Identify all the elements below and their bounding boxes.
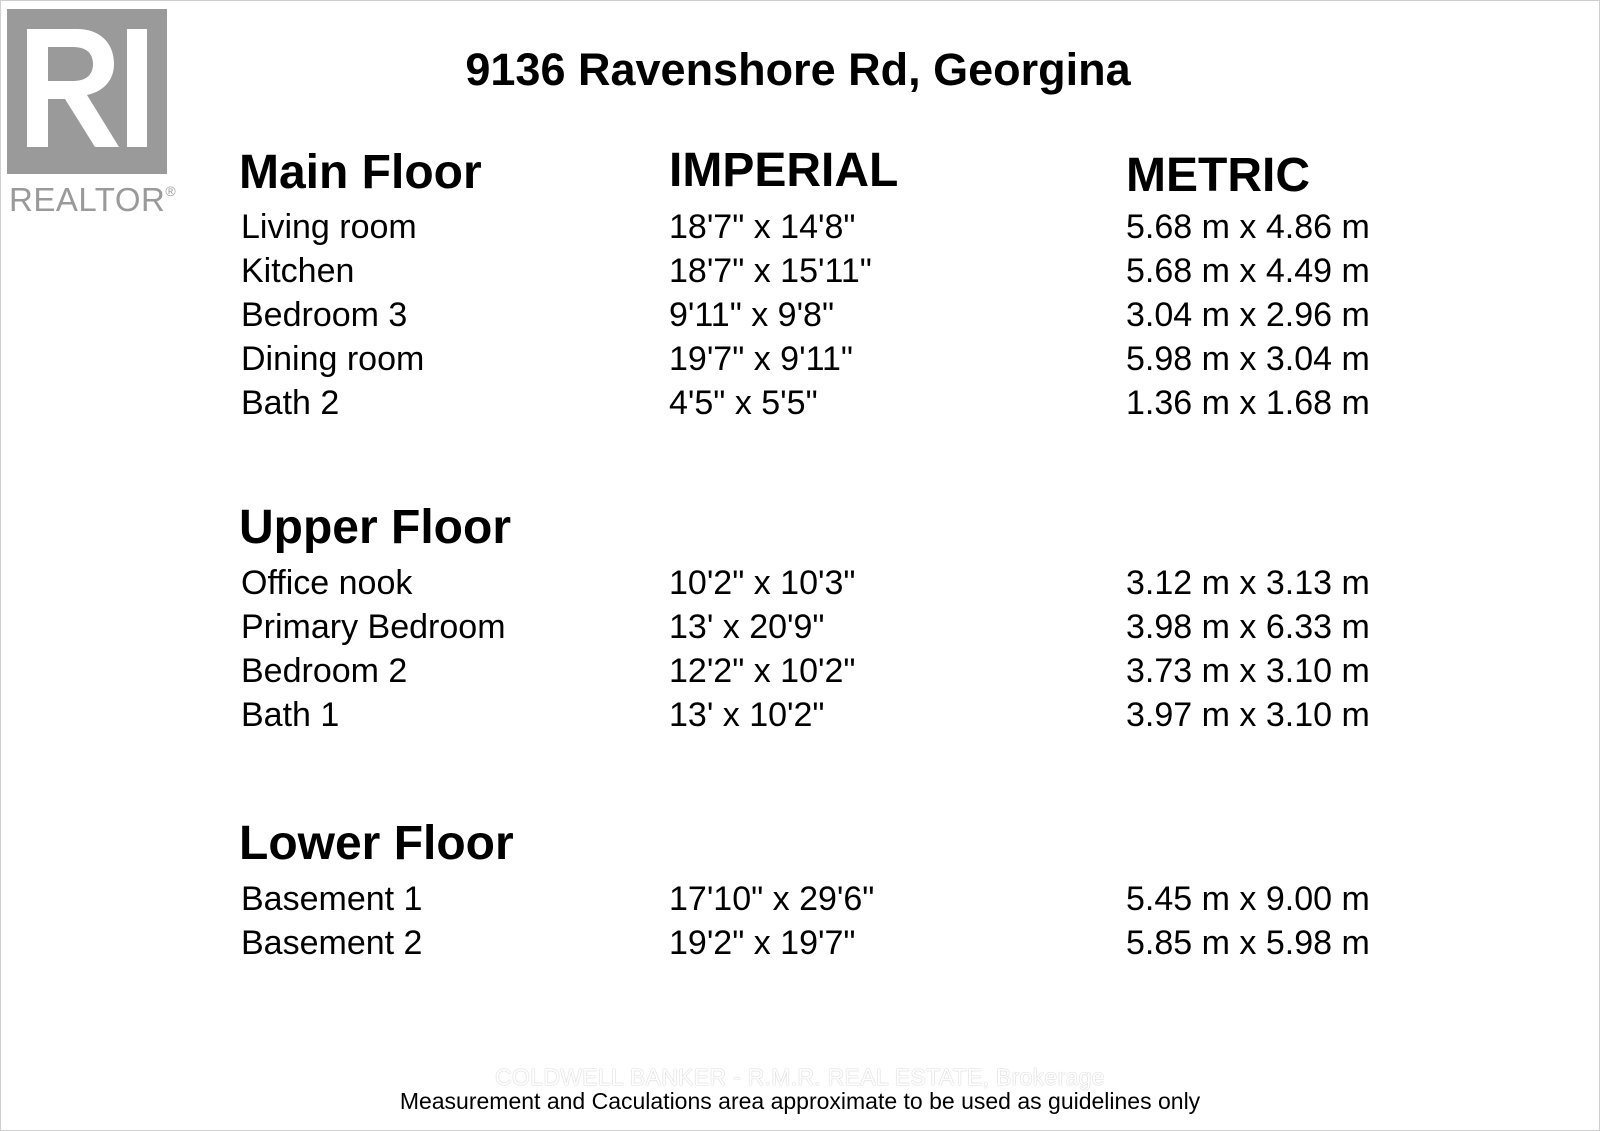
table-row <box>0 340 1600 384</box>
room-name: Office nook <box>241 564 413 602</box>
imperial-dimensions: 9'11" x 9'8" <box>669 296 835 334</box>
metric-dimensions: 5.68 m x 4.49 m <box>1126 252 1370 290</box>
room-name: Bath 1 <box>241 696 340 734</box>
imperial-column-header: IMPERIAL <box>669 144 899 197</box>
metric-dimensions: 3.73 m x 3.10 m <box>1126 652 1370 690</box>
room-name: Basement 1 <box>241 880 423 918</box>
disclaimer-footnote: Measurement and Caculations area approximate to be used as guidelines only <box>399 1088 1201 1114</box>
realtor-logo <box>7 9 187 219</box>
table-row <box>0 608 1600 652</box>
metric-dimensions: 3.97 m x 3.10 m <box>1126 696 1370 734</box>
table-row <box>0 924 1600 968</box>
imperial-dimensions: 10'2" x 10'3" <box>669 564 856 602</box>
table-row <box>0 208 1600 252</box>
table-row <box>0 880 1600 924</box>
room-name: Primary Bedroom <box>241 608 506 646</box>
metric-dimensions: 5.98 m x 3.04 m <box>1126 340 1370 378</box>
realtor-wordmark: REALTOR® <box>9 181 177 218</box>
imperial-dimensions: 4'5" x 5'5" <box>669 384 818 422</box>
imperial-dimensions: 18'7" x 14'8" <box>669 208 856 246</box>
imperial-dimensions: 13' x 20'9" <box>669 608 825 646</box>
room-name: Dining room <box>241 340 425 378</box>
imperial-dimensions: 18'7" x 15'11" <box>669 252 872 290</box>
metric-dimensions: 3.12 m x 3.13 m <box>1126 564 1370 602</box>
lower-floor-heading: Lower Floor <box>239 817 514 870</box>
page-title: 9136 Ravenshore Rd, Georgina <box>465 44 1131 95</box>
metric-dimensions: 5.85 m x 5.98 m <box>1126 924 1370 962</box>
imperial-dimensions: 19'7" x 9'11" <box>669 340 853 378</box>
brokerage-watermark: COLDWELL BANKER - R.M.R. REAL ESTATE, Brokerage <box>495 1064 1105 1090</box>
metric-dimensions: 1.36 m x 1.68 m <box>1126 384 1370 422</box>
room-name: Bedroom 3 <box>241 296 408 334</box>
table-row <box>0 296 1600 340</box>
table-row <box>0 696 1600 740</box>
metric-column-header: METRIC <box>1126 149 1310 202</box>
room-name: Kitchen <box>241 252 355 290</box>
room-name: Bath 2 <box>241 384 340 422</box>
imperial-dimensions: 19'2" x 19'7" <box>669 924 856 962</box>
imperial-dimensions: 12'2" x 10'2" <box>669 652 856 690</box>
imperial-dimensions: 17'10" x 29'6" <box>669 880 875 918</box>
table-row <box>0 252 1600 296</box>
room-name: Basement 2 <box>241 924 423 962</box>
table-row <box>0 384 1600 428</box>
main-floor-heading: Main Floor <box>239 146 482 199</box>
room-name: Living room <box>241 208 417 246</box>
upper-floor-heading: Upper Floor <box>239 501 511 554</box>
table-row <box>0 564 1600 608</box>
metric-dimensions: 3.04 m x 2.96 m <box>1126 296 1370 334</box>
metric-dimensions: 5.68 m x 4.86 m <box>1126 208 1370 246</box>
metric-dimensions: 3.98 m x 6.33 m <box>1126 608 1370 646</box>
table-row <box>0 652 1600 696</box>
room-name: Bedroom 2 <box>241 652 408 690</box>
imperial-dimensions: 13' x 10'2" <box>669 696 825 734</box>
metric-dimensions: 5.45 m x 9.00 m <box>1126 880 1370 918</box>
